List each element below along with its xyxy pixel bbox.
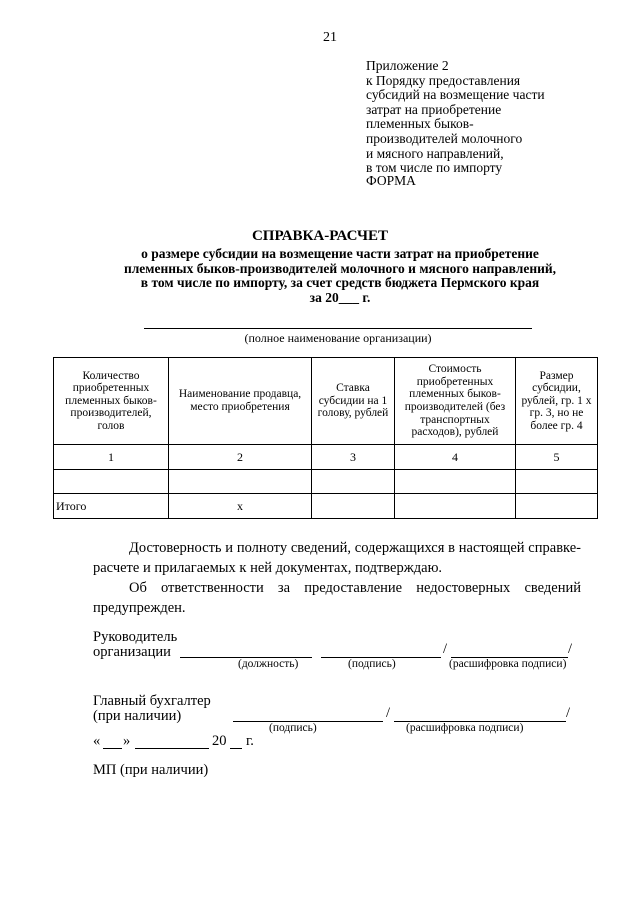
accountant-label-line1: Главный бухгалтер [93, 693, 211, 709]
column-number: 1 [54, 445, 169, 470]
header-quantity: Количество приобретенных племенных быков-производителей, голов [54, 358, 169, 445]
document-title: СПРАВКА-РАСЧЕТ [251, 228, 389, 244]
table-cell[interactable] [516, 470, 598, 494]
appendix-line: затрат на приобретение [366, 101, 502, 117]
column-number: 5 [516, 445, 598, 470]
appendix-line: субсидий на возмещение части [366, 87, 545, 103]
date-close-quote: » [123, 733, 131, 749]
accountant-signature-field[interactable] [233, 708, 383, 722]
table-total-row [54, 494, 598, 519]
organization-name-line[interactable] [144, 328, 532, 329]
subtitle-line: племенных быков-производителей молочного и мясного направлений, [123, 260, 557, 276]
table-cell[interactable] [312, 494, 395, 519]
header-seller: Наименование продавца, место приобретения [169, 358, 312, 445]
header-subsidy: Размер субсидии, рублей, гр. 1 х гр. 3, но не более гр. 4 [516, 358, 598, 445]
organization-name-caption: (полное наименование организации) [244, 331, 432, 345]
header-rate: Ставка субсидии на 1 голову, рублей [312, 358, 395, 445]
appendix-line: Приложение 2 [366, 58, 449, 73]
subtitle-line: за 20___ г. [309, 289, 371, 305]
head-signature-caption: (подпись) [348, 658, 396, 670]
head-decoding-field[interactable] [451, 644, 568, 658]
reliability-paragraph: Достоверность и полноту сведений, содержащихся в настоящей справке-расчете и прилагаемых к ней документах, подтверждаю. [93, 540, 581, 576]
head-position-field[interactable] [180, 644, 312, 658]
slash-mark: / [566, 705, 571, 721]
table-cell[interactable] [312, 470, 395, 494]
calculation-table [53, 357, 598, 519]
appendix-line: к Порядку предоставления [366, 72, 521, 88]
head-signature-field[interactable] [321, 644, 441, 658]
accountant-decoding-field[interactable] [394, 708, 566, 722]
total-mark: х [169, 494, 312, 519]
header-cost: Стоимость приобретенных племенных быков-производителей (без транспортных расходов), рублей [395, 358, 516, 445]
head-label-line2: организации [93, 644, 171, 660]
appendix-line: племенных быков- [366, 116, 474, 132]
date-year-field[interactable] [230, 734, 242, 749]
accountant-decoding-caption: (расшифровка подписи) [406, 722, 524, 734]
stamp-label: МП (при наличии) [93, 762, 209, 778]
head-label-line1: Руководитель [93, 629, 178, 645]
document-subtitle [40, 247, 640, 305]
page-number: 21 [323, 30, 337, 45]
table-header-row [54, 358, 598, 445]
date-day-field[interactable] [103, 734, 122, 749]
date-month-field[interactable] [135, 734, 209, 749]
responsibility-paragraph: Об ответственности за предоставление недостоверных сведений предупрежден. [93, 580, 581, 616]
slash-mark: / [386, 705, 391, 721]
table-cell[interactable] [395, 494, 516, 519]
column-number: 3 [312, 445, 395, 470]
appendix-line: в том числе по импорту [366, 160, 503, 176]
column-number: 4 [395, 445, 516, 470]
accountant-signature-caption: (подпись) [269, 722, 317, 734]
table-row [54, 470, 598, 494]
date-open-quote: « [93, 733, 101, 749]
table-cell[interactable] [395, 470, 516, 494]
appendix-line: производителей молочного [366, 130, 523, 146]
column-number: 2 [169, 445, 312, 470]
subtitle-line: в том числе по импорту, за счет средств бюджета Пермского края [140, 275, 540, 291]
total-label: Итого [54, 494, 169, 519]
table-number-row [54, 445, 598, 470]
table-cell[interactable] [516, 494, 598, 519]
slash-mark: / [443, 641, 448, 657]
slash-mark: / [568, 641, 573, 657]
subtitle-line: о размере субсидии на возмещение части затрат на приобретение [141, 246, 539, 261]
date-year-suffix: г. [246, 733, 254, 749]
form-label: ФОРМА [366, 173, 416, 188]
table-cell[interactable] [169, 470, 312, 494]
table-cell[interactable] [54, 470, 169, 494]
appendix-block [366, 59, 545, 176]
date-year-prefix: 20 [212, 733, 227, 749]
accountant-label-line2: (при наличии) [93, 708, 182, 724]
head-position-caption: (должность) [238, 658, 299, 670]
head-decoding-caption: (расшифровка подписи) [449, 658, 567, 670]
appendix-line: и мясного направлений, [366, 145, 504, 161]
